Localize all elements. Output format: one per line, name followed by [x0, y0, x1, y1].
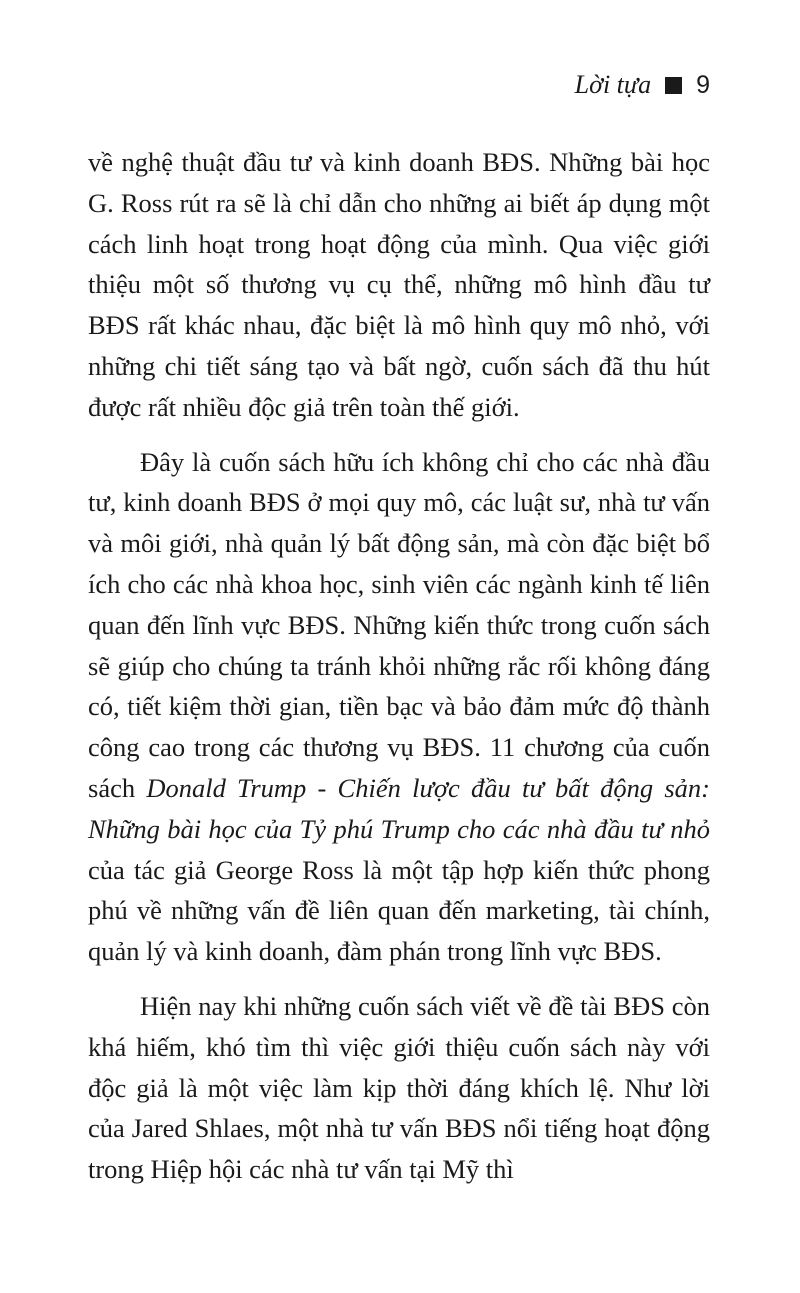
paragraph-2-text-before: Đây là cuốn sách hữu ích không chỉ cho các nhà đầu tư, kinh doanh BĐS ở mọi quy mô, các luật sư, nhà tư vấn và môi giới, nhà quản lý bất động sản, mà còn đặc biệt bổ ích cho các nhà khoa học, sinh viên các ngành kinh tế liên quan đến lĩnh vực BĐS. Những kiến thức trong cuốn sách sẽ giúp cho chúng ta tránh khỏi những rắc rối không đáng có, tiết kiệm thời gian, tiền bạc và bảo đảm mức độ thành công cao trong các thương vụ BĐS. 11 chương của cuốn sách	[88, 446, 710, 803]
book-title: Donald Trump - Chiến lược đầu tư bất động sản: Những bài học của Tỷ phú Trump cho các nhà đầu tư nhỏ	[88, 772, 711, 844]
section-title: Lời tựa	[574, 70, 652, 99]
paragraph-3-text: Hiện nay khi những cuốn sách viết về đề tài BĐS còn khá hiếm, khó tìm thì việc giới thiệu cuốn sách này với độc giả là một việc làm kịp thời đáng khích lệ. Như lời của Jared Shlaes, một nhà tư vấn BĐS nổi tiếng hoạt động trong Hiệp hội các nhà tư vấn tại Mỹ thì	[88, 990, 710, 1185]
running-header	[575, 70, 710, 100]
paragraph-1-text: về nghệ thuật đầu tư và kinh doanh BĐS. Những bài học G. Ross rút ra sẽ là chỉ dẫn cho những ai biết áp dụng một cách linh hoạt trong hoạt động của mình. Qua việc giới thiệu một số thương vụ cụ thể, những mô hình đầu tư BĐS rất khác nhau, đặc biệt là mô hình quy mô nhỏ, với những chi tiết sáng tạo và bất ngờ, cuốn sách đã thu hút được rất nhiều độc giả trên toàn thế giới.	[88, 147, 710, 422]
body-text	[88, 142, 710, 1204]
paragraph-3	[88, 986, 710, 1190]
square-bullet-icon	[665, 77, 682, 94]
paragraph-2-text-after: của tác giả George Ross là một tập hợp kiến thức phong phú về những vấn đề liên quan đến marketing, tài chính, quản lý và kinh doanh, đàm phán trong lĩnh vực BĐS.	[88, 854, 710, 967]
paragraph-2	[88, 442, 710, 972]
paragraph-1	[88, 142, 710, 428]
page-number: 9	[696, 70, 710, 99]
